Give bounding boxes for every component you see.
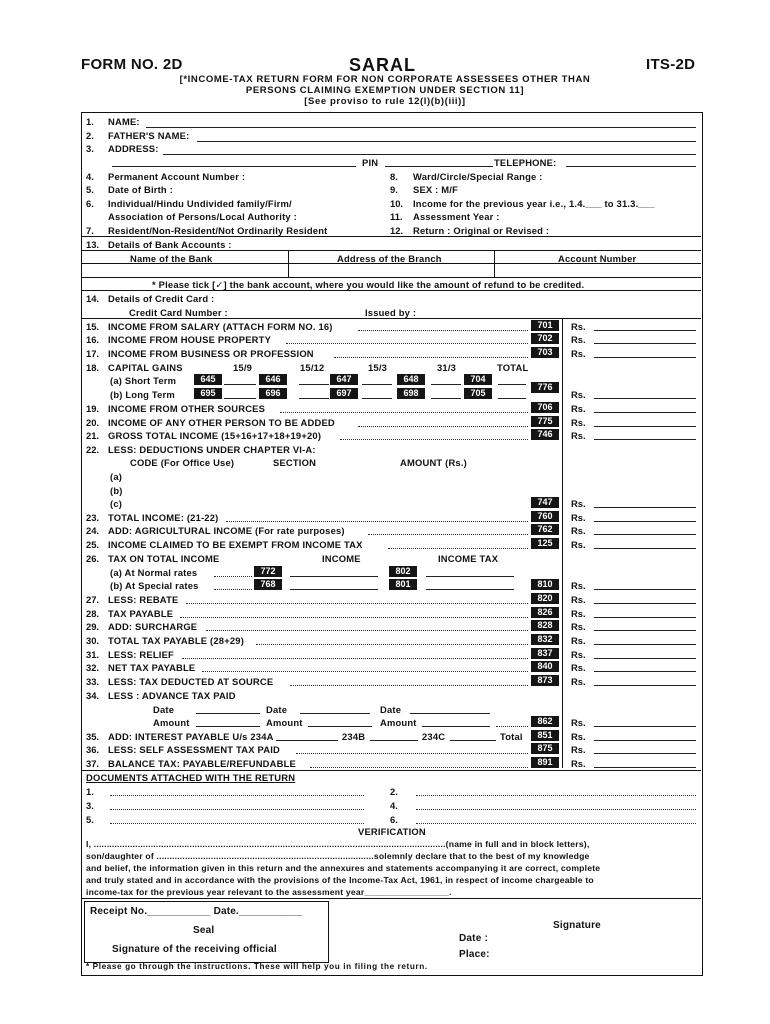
doc-num-6: 6. (390, 814, 398, 825)
gross-total-amount-field[interactable] (594, 439, 696, 440)
code-125: 125 (531, 538, 559, 549)
tds-amount-field[interactable] (594, 685, 696, 686)
subtitle-line-1: [*INCOME-TAX RETURN FORM FOR NON CORPORATE ASSESSEES OTHER THAN (179, 74, 591, 85)
exempt-amount-field[interactable] (594, 548, 696, 549)
cg-total-label: TOTAL (497, 362, 529, 373)
return-type-label: Return : Original or Revised : (413, 225, 550, 236)
total-tax-amount-field[interactable] (594, 644, 696, 645)
advance-date-1[interactable] (196, 713, 260, 714)
name-field[interactable] (146, 127, 696, 128)
agricultural-income-label: ADD: AGRICULTURAL INCOME (For rate purposes) (108, 525, 345, 536)
code-832: 832 (531, 634, 559, 645)
its-code: ITS-2D (646, 56, 696, 73)
rs-label: Rs. (571, 621, 586, 632)
rs-label: Rs. (571, 594, 586, 605)
deductions-label: LESS: DEDUCTIONS UNDER CHAPTER VI-A: (108, 444, 316, 455)
balance-tax-amount-field[interactable] (594, 767, 696, 768)
rs-label: Rs. (571, 334, 586, 345)
pin-field[interactable] (385, 166, 493, 167)
subtitle-line-3: [See proviso to rule 12(l)(b)(iii)] (304, 96, 466, 107)
father-name-field[interactable] (197, 141, 696, 142)
self-assessment-amount-field[interactable] (594, 753, 696, 754)
status-label-1: Individual/Hindu Undivided family/Firm/ (108, 198, 292, 209)
doc-field-2[interactable] (416, 795, 696, 796)
code-862: 862 (531, 716, 559, 727)
tax-payable-amount-field[interactable] (594, 617, 696, 618)
bank-col-name: Name of the Bank (130, 253, 213, 264)
code-820: 820 (531, 593, 559, 604)
advance-amount-2[interactable] (308, 726, 372, 727)
father-name-label: FATHER'S NAME: (108, 130, 190, 141)
receiving-official-signature: Signature of the receiving official (112, 944, 277, 955)
code-810: 810 (531, 579, 559, 590)
code-837: 837 (531, 648, 559, 659)
advance-date-3[interactable] (410, 713, 490, 714)
capital-gains-label: CAPITAL GAINS (108, 362, 183, 373)
total-tax-payable-label: TOTAL TAX PAYABLE (28+29) (108, 635, 245, 646)
normal-rates-label: (a) At Normal rates (110, 567, 198, 578)
capital-gains-amount-field[interactable] (594, 398, 696, 399)
rs-label: Rs. (571, 417, 586, 428)
rs-label: Rs. (571, 321, 586, 332)
doc-field-3[interactable] (110, 809, 364, 810)
pin-label: PIN (362, 157, 379, 168)
code-828: 828 (531, 620, 559, 631)
rebate-amount-field[interactable] (594, 603, 696, 604)
interest-total-label: Total (500, 731, 523, 742)
ward-label: Ward/Circle/Special Range : (413, 171, 543, 182)
salary-income-label: INCOME FROM SALARY (ATTACH FORM NO. 16) (108, 321, 333, 332)
telephone-field[interactable] (566, 166, 696, 167)
bank-col-account: Account Number (558, 253, 637, 264)
rs-label: Rs. (571, 389, 586, 400)
rs-label: Rs. (571, 635, 586, 646)
credit-card-issuer-label: Issued by : (365, 307, 417, 318)
code-802: 802 (389, 566, 417, 577)
verification-line-1: I, ........................................................................................................................................(name in full and in block letters), (86, 839, 590, 849)
date-label-1: Date (153, 704, 175, 715)
doc-num-5: 5. (86, 814, 94, 825)
income-previous-year-label: Income for the previous year i.e., 1.4.___ to 31.3.___ (413, 198, 655, 209)
code-801: 801 (389, 579, 417, 590)
salary-amount-field[interactable] (594, 330, 696, 331)
rs-label: Rs. (571, 525, 586, 536)
rs-label: Rs. (571, 676, 586, 687)
rs-label: Rs. (571, 744, 586, 755)
code-760: 760 (531, 511, 559, 522)
income-tax-col: INCOME TAX (438, 553, 499, 564)
status-label-2: Association of Persons/Local Authority : (108, 211, 297, 222)
interest-234b-label: 234B (342, 731, 366, 742)
subtitle-line-2: PERSONS CLAIMING EXEMPTION UNDER SECTION 11] (245, 85, 525, 96)
code-696: 696 (259, 388, 287, 399)
code-746: 746 (531, 429, 559, 440)
deduction-amount-col: AMOUNT (Rs.) (400, 457, 467, 468)
other-sources-amount-field[interactable] (594, 412, 696, 413)
code-697: 697 (330, 388, 358, 399)
relief-label: LESS: RELIEF (108, 649, 174, 660)
balance-tax-label: BALANCE TAX: PAYABLE/REFUNDABLE (108, 758, 296, 769)
advance-date-2[interactable] (300, 713, 370, 714)
tax-on-total-income-label: TAX ON TOTAL INCOME (108, 553, 220, 564)
deduction-code-col: CODE (For Office Use) (130, 457, 235, 468)
total-income-amount-field[interactable] (594, 521, 696, 522)
code-645: 645 (194, 374, 222, 385)
deduction-a: (a) (110, 471, 123, 482)
instructions-footnote: * Please go through the instructions. These will help you in filing the return. (86, 962, 428, 971)
saral-title: SARAL (349, 55, 416, 75)
code-851: 851 (531, 730, 559, 741)
deduction-section-col: SECTION (273, 457, 317, 468)
sex-label: SEX : M/F (413, 184, 459, 195)
code-648: 648 (397, 374, 425, 385)
other-person-amount-field[interactable] (594, 426, 696, 427)
deduction-b: (b) (110, 485, 123, 496)
gross-total-income-label: GROSS TOTAL INCOME (15+16+17+18+19+20) (108, 430, 322, 441)
doc-field-5[interactable] (110, 823, 364, 824)
seal-label: Seal (193, 925, 215, 936)
special-rates-label: (b) At Special rates (110, 580, 199, 591)
exempt-income-label: INCOME CLAIMED TO BE EXEMPT FROM INCOME TAX (108, 539, 363, 550)
rs-label: Rs. (571, 512, 586, 523)
cg-date-3: 15/3 (368, 362, 388, 373)
pan-label: Permanent Account Number : (108, 171, 246, 182)
telephone-label: TELEPHONE: (494, 157, 557, 168)
code-647: 647 (330, 374, 358, 385)
verification-line-2: son/daughter of ....................................................................................solemnly declare that to the best of my knowledge (86, 851, 590, 861)
cg-date-4: 31/3 (437, 362, 457, 373)
rebate-label: LESS: REBATE (108, 594, 179, 605)
code-747: 747 (531, 497, 559, 508)
deduction-c: (c) (110, 498, 123, 509)
assessment-year-label: Assessment Year : (413, 211, 500, 222)
receipt-number-date: Receipt No.___________ Date.___________ (90, 906, 303, 917)
self-assessment-tax-label: LESS: SELF ASSESSMENT TAX PAID (108, 744, 280, 755)
code-695: 695 (194, 388, 222, 399)
doc-num-3: 3. (86, 800, 94, 811)
interest-payable-label: ADD: INTEREST PAYABLE U/s 234A (108, 731, 274, 742)
net-tax-amount-field[interactable] (594, 671, 696, 672)
address-field[interactable] (163, 154, 696, 155)
rs-label: Rs. (571, 758, 586, 769)
code-703: 703 (531, 347, 559, 358)
code-873: 873 (531, 675, 559, 686)
rs-label: Rs. (571, 580, 586, 591)
form-number: FORM NO. 2D (81, 56, 183, 73)
date-label-2: Date (266, 704, 288, 715)
code-768: 768 (254, 579, 282, 590)
bank-col-address: Address of the Branch (337, 253, 442, 264)
doc-field-1[interactable] (110, 795, 364, 796)
code-891: 891 (531, 757, 559, 768)
refund-note: * Please tick [✓] the bank account, where you would like the amount of refund to be credited. (152, 279, 585, 290)
rs-label: Rs. (571, 717, 586, 728)
rs-label: Rs. (571, 539, 586, 550)
tax-on-income-amount-field[interactable] (594, 589, 696, 590)
code-826: 826 (531, 607, 559, 618)
relief-amount-field[interactable] (594, 658, 696, 659)
amount-label-3: Amount (380, 717, 417, 728)
business-amount-field[interactable] (594, 357, 696, 358)
code-646: 646 (259, 374, 287, 385)
agricultural-amount-field[interactable] (594, 534, 696, 535)
rs-label: Rs. (571, 731, 586, 742)
house-property-amount-field[interactable] (594, 343, 696, 344)
signature-label: Signature (553, 920, 601, 931)
advance-amount-3[interactable] (422, 726, 490, 727)
verification-title: VERIFICATION (358, 826, 426, 837)
doc-num-4: 4. (390, 800, 398, 811)
surcharge-label: ADD: SURCHARGE (108, 621, 198, 632)
rs-label: Rs. (571, 662, 586, 673)
code-775: 775 (531, 416, 559, 427)
code-702: 702 (531, 333, 559, 344)
tax-payable-label: TAX PAYABLE (108, 608, 174, 619)
rs-label: Rs. (571, 403, 586, 414)
surcharge-amount-field[interactable] (594, 630, 696, 631)
name-label: NAME: (108, 116, 140, 127)
doc-field-6[interactable] (416, 823, 696, 824)
doc-num-2: 2. (390, 786, 398, 797)
code-840: 840 (531, 661, 559, 672)
deductions-amount-field[interactable] (594, 507, 696, 508)
credit-card-title: Details of Credit Card : (108, 293, 215, 304)
rs-label: Rs. (571, 498, 586, 509)
interest-234c-label: 234C (422, 731, 446, 742)
code-698: 698 (397, 388, 425, 399)
income-col: INCOME (322, 553, 361, 564)
rs-label: Rs. (571, 430, 586, 441)
code-776: 776 (531, 382, 559, 393)
code-875: 875 (531, 743, 559, 754)
business-income-label: INCOME FROM BUSINESS OR PROFESSION (108, 348, 314, 359)
long-term-label: (b) Long Term (110, 389, 175, 400)
address-field-2[interactable] (112, 166, 356, 167)
bank-details-title: Details of Bank Accounts : (108, 239, 232, 250)
net-tax-payable-label: NET TAX PAYABLE (108, 662, 196, 673)
rs-label: Rs. (571, 608, 586, 619)
amount-label-1: Amount (153, 717, 190, 728)
code-704: 704 (464, 374, 492, 385)
amount-label-2: Amount (266, 717, 303, 728)
doc-num-1: 1. (86, 786, 94, 797)
advance-tax-label: LESS : ADVANCE TAX PAID (108, 690, 236, 701)
credit-card-number-label: Credit Card Number : (129, 307, 228, 318)
verification-line-3: and belief, the information given in this return and the annexures and statements accompanying it are correct, complete (86, 863, 601, 873)
address-label: ADDRESS: (108, 143, 159, 154)
other-sources-label: INCOME FROM OTHER SOURCES (108, 403, 266, 414)
date-label: Date : (459, 933, 488, 944)
place-label: Place: (459, 949, 490, 960)
advance-amount-1[interactable] (196, 726, 260, 727)
cg-date-1: 15/9 (233, 362, 253, 373)
documents-title: DOCUMENTS ATTACHED WITH THE RETURN (86, 772, 296, 783)
verification-line-4: and truly stated and in accordance with the provisions of the Income-Tax Act, 1961, in respect of income chargeable to (86, 875, 594, 885)
verification-line-5: income-tax for the previous year relevant to the assessment year_________________. (86, 887, 452, 897)
code-705: 705 (464, 388, 492, 399)
date-label-3: Date (380, 704, 402, 715)
rs-label: Rs. (571, 649, 586, 660)
advance-tax-amount-field[interactable] (594, 726, 696, 727)
interest-amount-field[interactable] (594, 740, 696, 741)
cg-date-2: 15/12 (300, 362, 325, 373)
other-person-income-label: INCOME OF ANY OTHER PERSON TO BE ADDED (108, 417, 335, 428)
dob-label: Date of Birth : (108, 184, 173, 195)
doc-field-4[interactable] (416, 809, 696, 810)
house-property-label: INCOME FROM HOUSE PROPERTY (108, 334, 272, 345)
tds-label: LESS: TAX DEDUCTED AT SOURCE (108, 676, 274, 687)
code-762: 762 (531, 524, 559, 535)
residential-status-label: Resident/Non-Resident/Not Ordinarily Resident (108, 225, 328, 236)
code-706: 706 (531, 402, 559, 413)
short-term-label: (a) Short Term (110, 375, 177, 386)
total-income-label: TOTAL INCOME: (21-22) (108, 512, 219, 523)
rs-label: Rs. (571, 348, 586, 359)
code-701: 701 (531, 320, 559, 331)
code-772: 772 (254, 566, 282, 577)
